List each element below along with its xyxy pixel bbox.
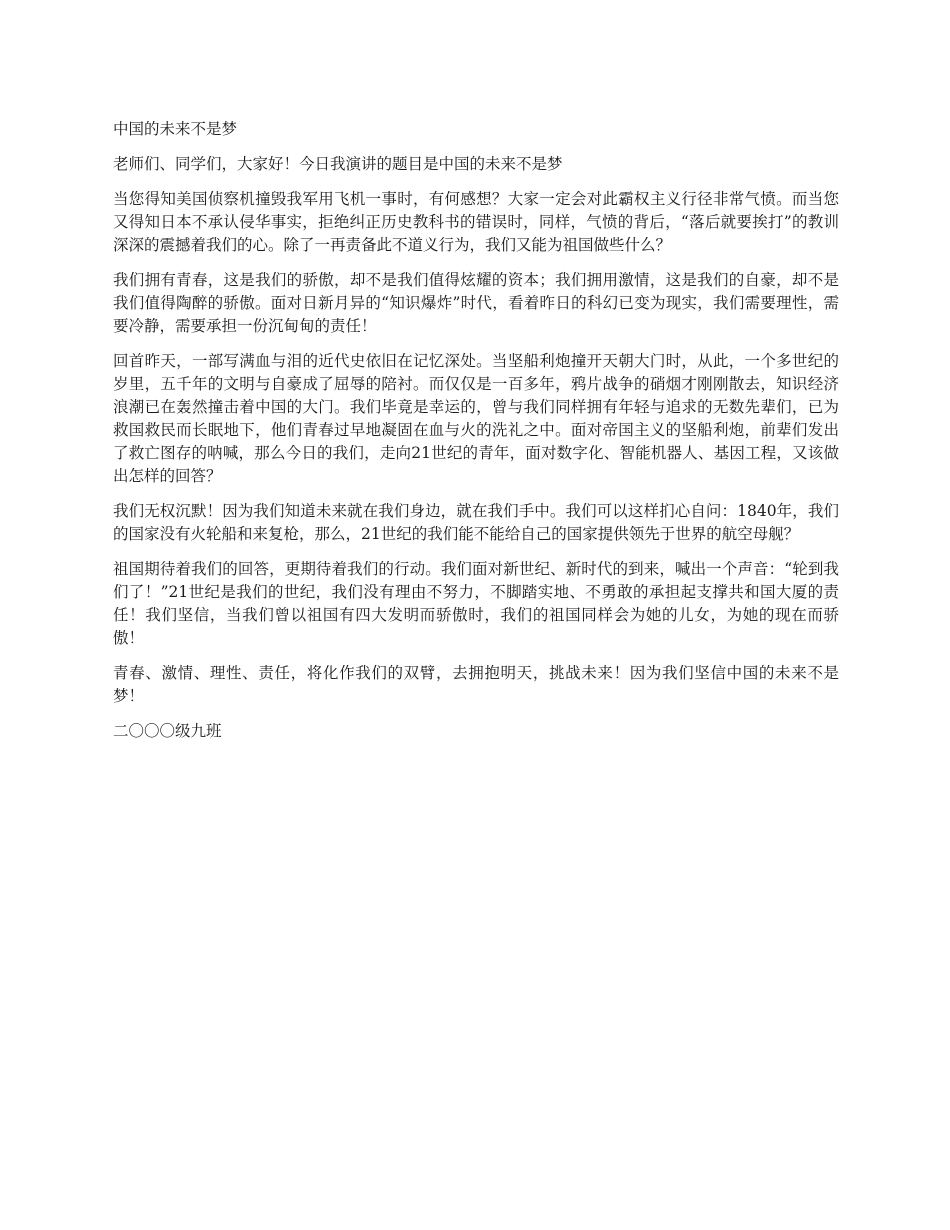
paragraph-4: 回首昨天，一部写满血与泪的近代史依旧在记忆深处。当坚船利炮撞开天朝大门时，从此，一个多世纪的岁里，五千年的文明与自豪成了屈辱的陪衬。而仅仅是一百多年，鸦片战争的硝烟才刚刚散去，知识经济浪潮已在轰然撞击着中国的大门。我们毕竟是幸运的，曾与我们同样拥有年轻与追求的无数先辈们，已为救国救民而长眠地下，他们青春过早地凝固在血与火的洗礼之中。面对帝国主义的坚船利炮，前辈们发出了救亡图存的呐喊，那么今日的我们，走向21世纪的青年，面对数字化、智能机器人、基因工程，又该做出怎样的回答？ (113, 352, 839, 485)
paragraph-greeting: 老师们、同学们，大家好！今日我演讲的题目是中国的未来不是梦 (113, 155, 563, 173)
paragraph-6: 祖国期待着我们的回答，更期待着我们的行动。我们面对新世纪、新时代的到来，喊出一个声音：“轮到我们了！”21世纪是我们的世纪，我们没有理由不努力，不脚踏实地、不勇敢的承担起支撑共和国大厦的责任！我们坚信，当我们曾以祖国有四大发明而骄傲时，我们的祖国同样会为她的儿女，为她的现在而骄傲！ (113, 560, 839, 647)
paragraph-3: 我们拥有青春，这是我们的骄傲，却不是我们值得炫耀的资本；我们拥用激情，这是我们的自豪，却不是我们值得陶醉的骄傲。面对日新月异的“知识爆炸”时代，看着昨日的科幻已变为现实，我们需要理性，需要冷静，需要承担一份沉甸甸的责任！ (113, 271, 839, 335)
document-page (113, 118, 839, 755)
document-title: 中国的未来不是梦 (113, 120, 238, 138)
paragraph-5: 我们无权沉默！因为我们知道未来就在我们身边，就在我们手中。我们可以这样扪心自问：1840年，我们的国家没有火轮船和来复枪，那么，21世纪的我们能不能给自己的国家提供领先于世界的航空母舰？ (113, 502, 839, 543)
paragraph-2: 当您得知美国侦察机撞毁我军用飞机一事时，有何感想？大家一定会对此霸权主义行径非常气愤。而当您又得知日本不承认侵华事实，拒绝纠正历史教科书的错误时，同样，气愤的背后，“落后就要挨打”的教训深深的震撼着我们的心。除了一再责备此不道义行为，我们又能为祖国做些什么？ (113, 190, 839, 254)
signature: 二〇〇〇级九班 (113, 722, 222, 740)
paragraph-7: 青春、激情、理性、责任，将化作我们的双臂，去拥抱明天，挑战未来！因为我们坚信中国的未来不是梦！ (113, 664, 839, 705)
